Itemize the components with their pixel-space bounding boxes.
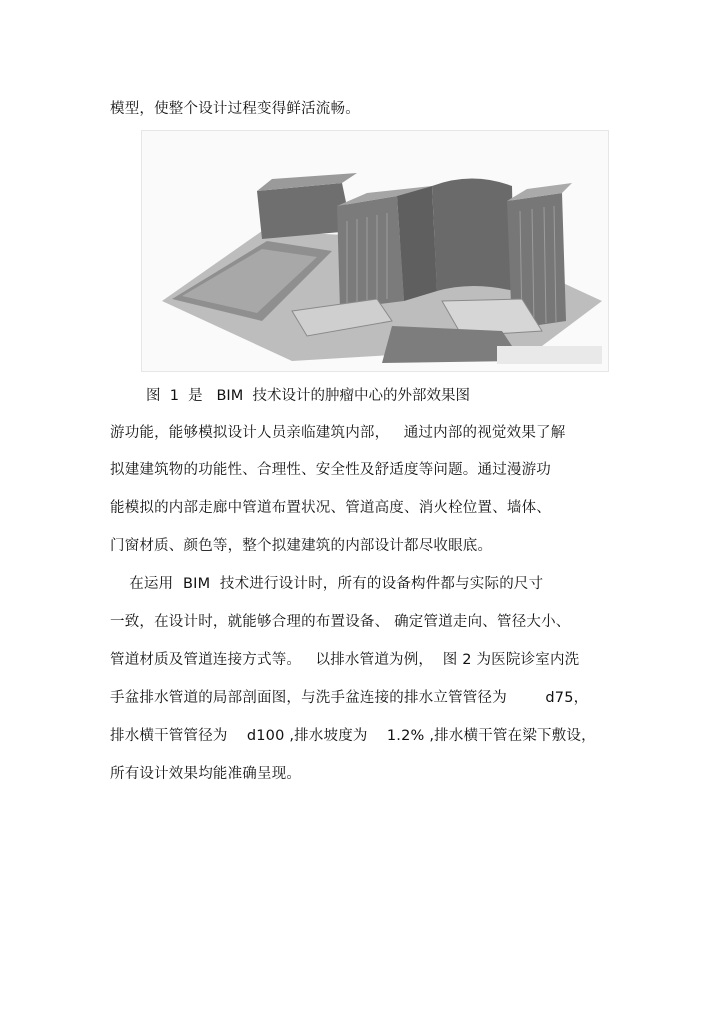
body-line-4: 能模拟的内部走廊中管道布置状况、管道高度、消火栓位置、墙体、 <box>110 500 551 516</box>
body-line-1: 模型，使整个设计过程变得鲜活流畅。 <box>110 101 360 117</box>
building-render-image <box>141 130 609 372</box>
body-line-3: 拟建建筑物的功能性、合理性、安全性及舒适度等问题。通过漫游功 <box>110 462 551 478</box>
body-line-5: 门窗材质、颜色等，整个拟建建筑的内部设计都尽收眼底。 <box>110 538 493 554</box>
building-illustration <box>142 131 608 371</box>
body-line-2: 游功能，能够模拟设计人员亲临建筑内部， 通过内部的视觉效果了解 <box>110 425 566 441</box>
body-line-9: 手盆排水管道的局部剖面图，与洗手盆连接的排水立管管径为 d75， <box>110 690 589 706</box>
body-line-11: 所有设计效果均能准确呈现。 <box>110 766 302 782</box>
figure-caption: 图 1 是 BIM 技术设计的肿瘤中心的外部效果图 <box>146 388 470 404</box>
body-line-10: 排水横干管管径为 d100 ,排水坡度为 1.2% ,排水横干管在梁下敷设， <box>110 728 596 744</box>
body-line-8: 管道材质及管道连接方式等。 以排水管道为例， 图 2 为医院诊室内洗 <box>110 652 580 668</box>
body-line-7: 一致，在设计时，就能够合理的布置设备、 确定管道走向、管径大小、 <box>110 614 571 630</box>
body-line-6: 在运用 BIM 技术进行设计时，所有的设备构件都与实际的尺寸 <box>110 576 544 592</box>
